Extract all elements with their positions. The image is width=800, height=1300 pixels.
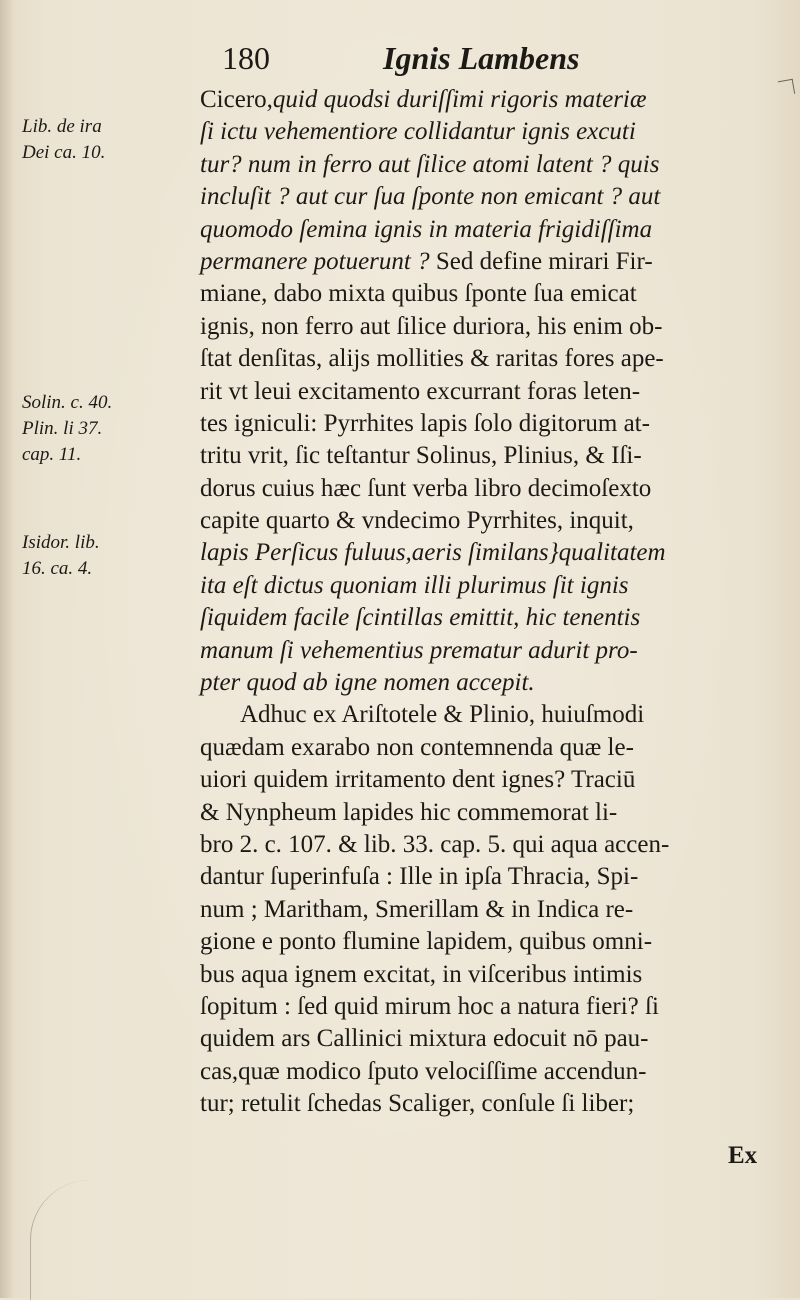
margin-note-line: Lib. de ira [22, 116, 102, 137]
text-line: ignis, non ferro aut ſilice duriora, his enim ob- [200, 312, 663, 340]
text-line: ſiquidem facile ſcintillas emittit, hic tenentis [200, 604, 641, 632]
text-line: pter quod ab igne nomen accepit. [200, 669, 535, 697]
text-line: dorus cuius hæc ſunt verba libro decimoſexto [200, 474, 652, 502]
margin-note-line: Plin. li 37. [22, 418, 103, 439]
text-line: permanere potuerunt ? Sed define mirari Fir- [200, 247, 653, 275]
text-line: & Nynpheum lapides hic commemorat li- [200, 798, 618, 826]
text-line: tes igniculi: Pyrrhites lapis ſolo digitorum at- [200, 409, 650, 437]
margin-note-isidorus [22, 530, 100, 582]
catchword: Ex [728, 1142, 758, 1169]
margin-note-line: 16. ca. 4. [22, 558, 93, 579]
margin-note-line: Dei ca. 10. [22, 142, 106, 163]
text-line: miane, dabo mixta quibus ſponte ſua emicat [200, 280, 637, 308]
text-line: Adhuc ex Ariſtotele & Plinio, huiuſmodi [240, 701, 645, 729]
text-line: tritu vrit, ſic teſtantur Solinus, Plinius, & Iſi- [200, 442, 642, 470]
margin-note-lib-de-ira [22, 114, 105, 166]
text-line: ita eſt dictus quoniam illi plurimus ſit ignis [200, 571, 629, 599]
text-line: ſopitum : ſed quid mirum hoc a natura fieri? ſi [200, 992, 659, 1020]
text-line: manum ſi vehementius prematur adurit pro- [200, 636, 638, 664]
text-line: uiori quidem irritamento dent ignes? Traciū [200, 766, 636, 794]
text-line: bus aqua ignem excitat, in viſceribus intimis [200, 960, 643, 988]
margin-note-solinus-plinius [22, 390, 112, 468]
text-line: bro 2. c. 107. & lib. 33. cap. 5. qui aqua accen- [200, 830, 670, 858]
text-line: dantur ſuperinfuſa : Ille in ipſa Thracia, Spi- [200, 863, 639, 891]
text-line: quomodo ſemina ignis in materia frigidiſſima [200, 215, 653, 243]
text-line: ſtat denſitas, alijs mollities & raritas fores ape- [200, 345, 664, 373]
running-title: Ignis Lambens [383, 40, 580, 76]
margin-note-line: Solin. c. 40. [22, 392, 113, 413]
page-number: 180 [222, 40, 270, 76]
margin-note-line: Isidor. lib. [22, 532, 100, 553]
text-line: rit vt leui excitamento excurrant foras leten- [200, 377, 641, 405]
margin-note-line: cap. 11. [22, 444, 82, 465]
text-line: ſi ictu vehementiore collidantur ignis excuti [200, 118, 636, 146]
text-line: incluſit ? aut cur ſua ſponte non emicant ? aut [200, 183, 661, 211]
body-text [200, 84, 785, 1121]
page-header [0, 38, 800, 88]
text-line: quidem ars Callinici mixtura edocuit nō pau- [200, 1025, 649, 1053]
text-line: Cicero,quid quodsi duriſſimi rigoris materiæ [200, 86, 647, 113]
text-line: tur; retulit ſchedas Scaliger, conſule ſi liber; [200, 1090, 635, 1118]
page-curve-mark [30, 1180, 151, 1300]
text-line: gione e ponto flumine lapidem, quibus omni- [200, 928, 653, 956]
text-line: num ; Maritham, Smerillam & in Indica re- [200, 895, 634, 923]
text-line: tur? num in ferro aut ſilice atomi latent ? quis [200, 150, 660, 178]
gutter-shadow [0, 0, 14, 1298]
text-line: lapis Perſicus fuluus,aeris ſimilans}qualitatem [200, 539, 666, 567]
text-line: cas,quæ modico ſputo velociſſime accendun- [200, 1057, 647, 1085]
text-line: capite quarto & vndecimo Pyrrhites, inquit, [200, 507, 634, 535]
text-line: quædam exarabo non contemnenda quæ le- [200, 733, 634, 761]
